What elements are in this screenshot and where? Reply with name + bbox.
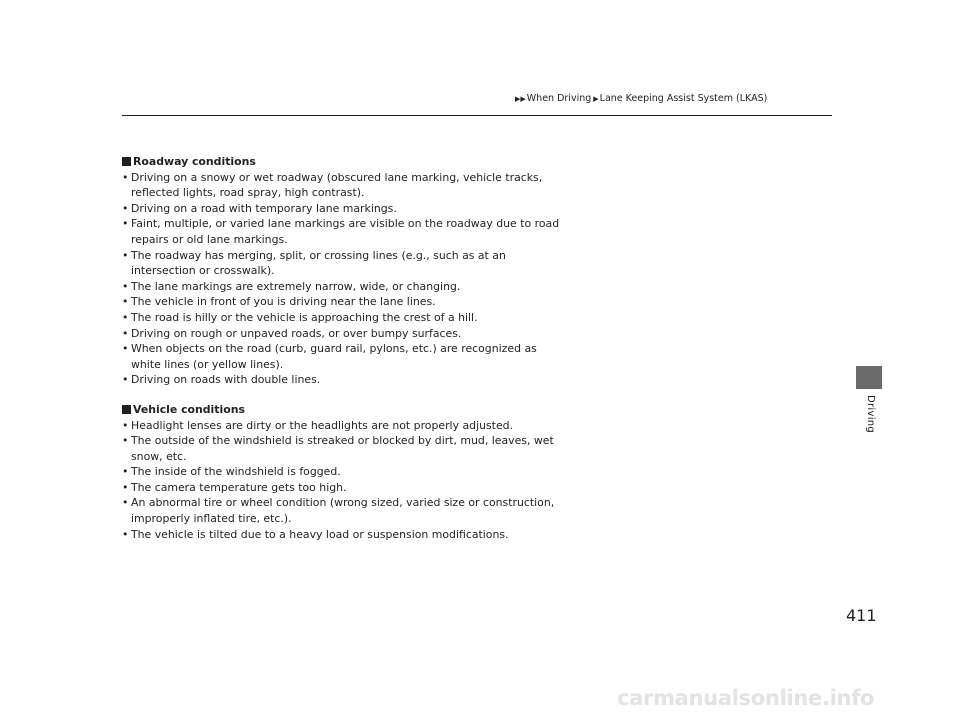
section-square-icon	[122, 157, 131, 166]
bullet-text: The road is hilly or the vehicle is approaching the crest of a hill.	[131, 310, 478, 324]
bullet-icon: •	[122, 418, 129, 432]
watermark: carmanualsonline.info	[617, 686, 875, 710]
section-spacer	[122, 388, 562, 402]
bullet-text: The inside of the windshield is fogged.	[131, 465, 341, 479]
bullet-text: The vehicle in front of you is driving near the lane lines.	[131, 295, 436, 309]
bullet-icon: •	[122, 373, 129, 387]
breadcrumb	[515, 93, 769, 104]
list-item	[122, 170, 562, 201]
section-square-icon	[122, 405, 131, 414]
list-item	[122, 216, 562, 247]
list-item	[122, 326, 562, 342]
page-number: 411	[846, 606, 877, 625]
bullet-icon: •	[122, 326, 129, 340]
bullet-icon: •	[122, 310, 129, 324]
bullet-icon: •	[122, 217, 129, 231]
list-item	[122, 372, 562, 388]
list-item	[122, 527, 562, 543]
bullet-text: Driving on roads with double lines.	[131, 373, 321, 387]
list-item	[122, 418, 562, 434]
breadcrumb-item-lkas[interactable]: Lane Keeping Assist System (LKAS)	[599, 93, 768, 104]
bullet-text: The outside of the windshield is streaked or blocked by dirt, mud, leaves, wet snow, etc.	[131, 434, 554, 463]
bullet-text: An abnormal tire or wheel condition (wrong sized, varied size or construction, improperly inflated tire, etc.).	[131, 496, 555, 526]
vehicle-conditions-list	[122, 418, 562, 543]
bullet-text: Headlight lenses are dirty or the headlights are not properly adjusted.	[131, 418, 514, 432]
bullet-text: The roadway has merging, split, or crossing lines (e.g., such as at an intersection or crosswalk).	[131, 248, 506, 278]
page-content	[122, 154, 562, 542]
bullet-icon: •	[122, 465, 129, 479]
chapter-label: Driving	[865, 395, 876, 434]
bullet-icon: •	[122, 527, 129, 541]
bullet-text: When objects on the road (curb, guard rail, pylons, etc.) are recognized as white lines (or yellow lines).	[131, 342, 537, 371]
bullet-text: Driving on a road with temporary lane markings.	[131, 201, 397, 215]
bullet-text: The camera temperature gets too high.	[131, 480, 347, 494]
bullet-icon: •	[122, 480, 129, 494]
list-item	[122, 201, 562, 217]
list-item	[122, 310, 562, 326]
list-item	[122, 433, 562, 464]
bullet-icon: •	[122, 434, 129, 448]
bullet-text: Driving on a snowy or wet roadway (obscured lane marking, vehicle tracks, reflected lights, road spray, high contrast).	[131, 170, 543, 200]
section-heading-roadway	[122, 154, 562, 170]
roadway-conditions-list	[122, 170, 562, 388]
bullet-icon: •	[122, 342, 129, 356]
bullet-text: Driving on rough or unpaved roads, or over bumpy surfaces.	[131, 326, 462, 340]
section-heading-text: Vehicle conditions	[133, 402, 245, 416]
bullet-icon: •	[122, 279, 129, 293]
breadcrumb-arrow-icon: ▶▶	[515, 94, 526, 103]
section-heading-vehicle	[122, 402, 562, 418]
list-item	[122, 495, 562, 526]
bullet-text: Faint, multiple, or varied lane markings are visible on the roadway due to road repairs or old lane markings.	[131, 217, 560, 246]
bullet-text: The lane markings are extremely narrow, wide, or changing.	[131, 279, 461, 293]
bullet-icon: •	[122, 170, 129, 184]
section-heading-text: Roadway conditions	[133, 155, 256, 168]
bullet-icon: •	[122, 248, 129, 262]
list-item	[122, 248, 562, 279]
list-item	[122, 294, 562, 310]
list-item	[122, 464, 562, 480]
bullet-icon: •	[122, 201, 129, 215]
bullet-icon: •	[122, 295, 129, 309]
bullet-icon: •	[122, 496, 129, 510]
header-divider	[122, 115, 832, 116]
list-item	[122, 279, 562, 295]
breadcrumb-item-when-driving[interactable]: When Driving	[526, 93, 592, 104]
bullet-text: The vehicle is tilted due to a heavy load or suspension modifications.	[131, 527, 509, 541]
list-item	[122, 480, 562, 496]
breadcrumb-arrow-icon: ▶	[593, 94, 599, 103]
list-item	[122, 341, 562, 372]
chapter-tab[interactable]	[856, 366, 882, 389]
